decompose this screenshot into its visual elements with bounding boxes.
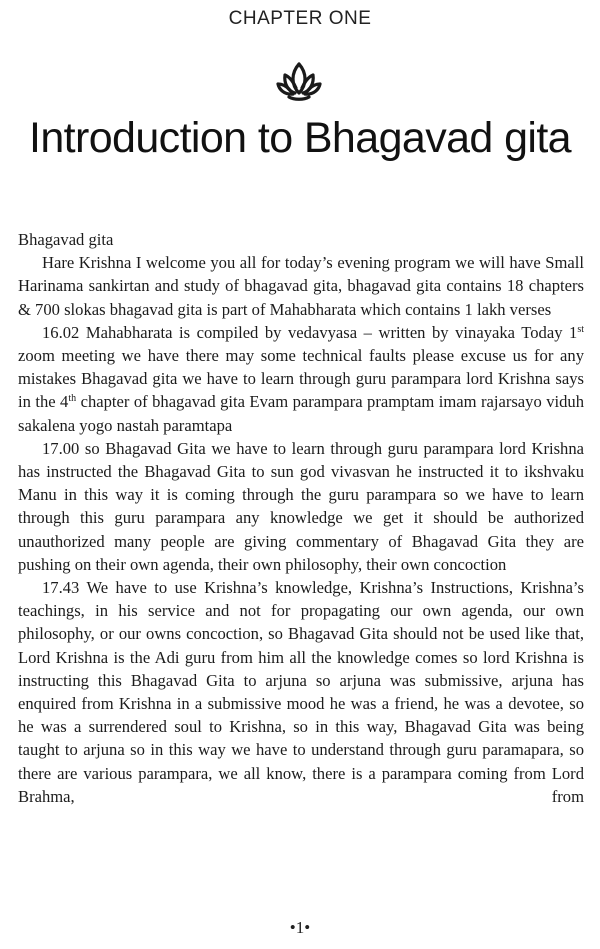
lotus-icon xyxy=(276,60,322,102)
ordinal-suffix: th xyxy=(68,393,77,405)
paragraph-2-part-a: 16.02 Mahabharata is compiled by vedavyasa – written by vinayaka Today 1 xyxy=(42,322,578,342)
chapter-label: CHAPTER ONE xyxy=(228,8,372,29)
page-number: •1• xyxy=(289,918,311,937)
paragraph-2-part-c: chapter of bhagavad gita Evam parampara pramptam imam rajarsayo viduh sakalena yogo nastah paramtapa xyxy=(18,392,585,435)
ordinal-suffix: st xyxy=(577,323,584,335)
page-title: Introduction to Bhagavad gita xyxy=(29,114,571,162)
paragraph-2-part-b: zoom meeting we have there may some technical faults please excuse us for any mistakes Bhagavad gita we have to learn through guru parampara lord Krishna says in the 4 xyxy=(18,346,584,412)
body-text xyxy=(18,228,584,808)
paragraph-3: 17.00 so Bhagavad Gita we have to learn through guru parampara lord Krishna has instructed the Bhagavad Gita to sun god vivasvan he instructed it to ikshvaku Manu in this way it is coming through the guru parampara so we have to learn through this guru parampara any knowledge we get it should be authorized unauthorized many people are giving commentary of Bhagavad Gita they are pushing on their own agenda, their own philosophy, their own concoction xyxy=(18,438,584,574)
section-heading: Bhagavad gita xyxy=(18,230,114,249)
paragraph-1: Hare Krishna I welcome you all for today’s evening program we will have Small Harinama sankirtan and study of bhagavad gita, bhagavad gita contains 18 chapters & 700 slokas bhagavad gita is part of Mahabharata which contains 1 lakh verses xyxy=(18,253,584,319)
paragraph-2 xyxy=(18,321,584,437)
paragraph-4: 17.43 We have to use Krishna’s knowledge, Krishna’s Instructions, Krishna’s teachings, in his service and not for propagating our own agenda, our own philosophy, or our owns concoction, so Bhagavad Gita should not be used like that, Lord Krishna is the Adi guru from him all the knowledge comes so lord Krishna is instructing this Bhagavad Gita to arjuna so arjuna was submissive, arjuna has enquired from Krishna in a submissive mood he was a friend, he was a devotee, so he was a surrendered soul to Krishna, so in this way, Bhagavad Gita was being taught to arjuna so in this way we have to understand through guru paramapara, so there are various parampara, we all know, there is a parampara coming from Lord Brahma, from xyxy=(18,578,584,806)
